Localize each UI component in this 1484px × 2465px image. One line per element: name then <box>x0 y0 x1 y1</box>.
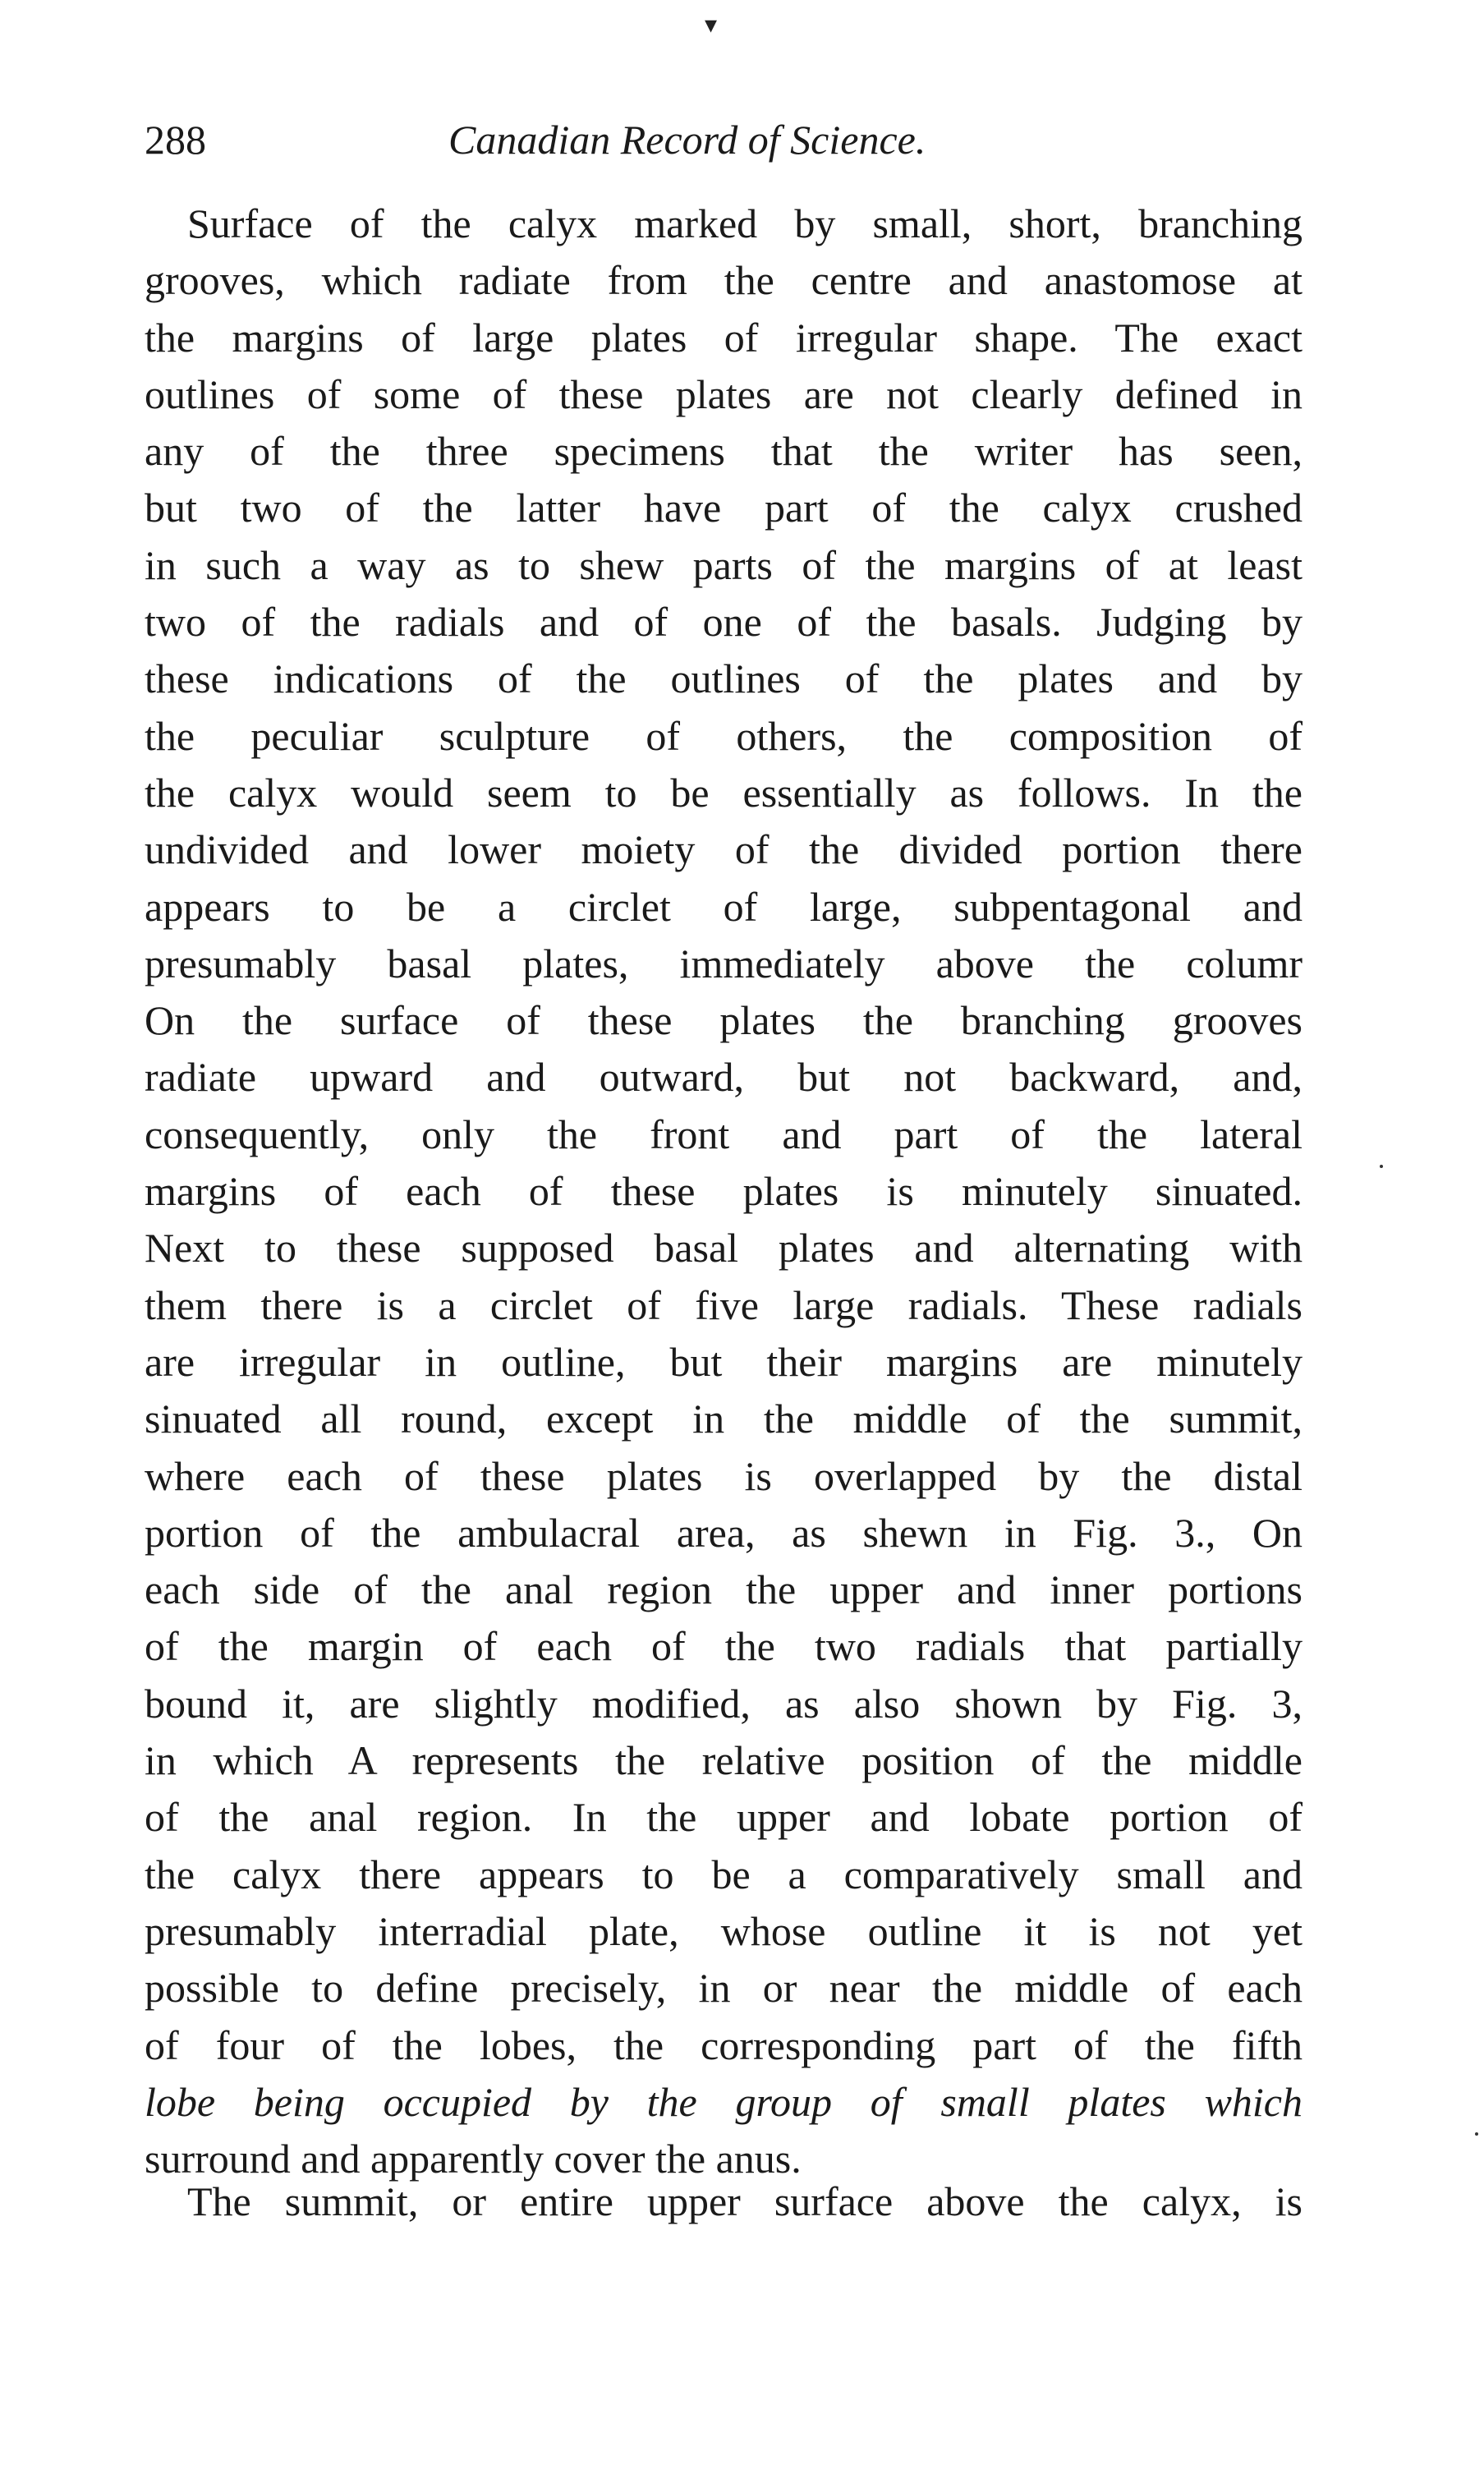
print-speck <box>1475 2132 1478 2136</box>
text-line: possible to define precisely, in or near the middle of each <box>145 1965 1303 2012</box>
text-line: of the margin of each of the two radials that partially <box>145 1623 1303 1670</box>
paragraph-2 <box>145 2173 1303 2230</box>
text-line: sinuated all round, except in the middle of the summit, <box>145 1396 1303 1442</box>
text-line: the margins of large plates of irregular shape. The exact <box>145 314 1303 361</box>
text-line: appears to be a circlet of large, subpentagonal and <box>145 883 1303 930</box>
text-line: consequently, only the front and part of the lateral <box>145 1111 1303 1157</box>
text-line: of four of the lobes, the corresponding part of the fifth <box>145 2021 1303 2068</box>
text-line: are irregular in outline, but their margins are minutely <box>145 1338 1303 1385</box>
text-line: radiate upward and outward, but not backward, and, <box>145 1054 1303 1101</box>
text-line: presumably basal plates, immediately above the columr <box>145 940 1303 986</box>
print-speck <box>1380 1165 1383 1168</box>
text-line: each side of the anal region the upper and inner portions <box>145 1566 1303 1613</box>
text-line: them there is a circlet of five large radials. These radials <box>145 1281 1303 1328</box>
text-line: portion of the ambulacral area, as shewn in Fig. 3., On <box>145 1509 1303 1556</box>
running-header <box>145 107 1294 172</box>
text-line: On the surface of these plates the branching grooves <box>145 997 1303 1044</box>
text-line: any of the three specimens that the writer has seen, <box>145 428 1303 475</box>
text-line: undivided and lower moiety of the divided portion there <box>145 826 1303 873</box>
text-line: Next to these supposed basal plates and alternating with <box>145 1225 1303 1272</box>
top-page-mark: ▾ <box>705 11 718 39</box>
text-line: bound it, are slightly modified, as also shown by Fig. 3, <box>145 1680 1303 1727</box>
text-line: Surface of the calyx marked by small, short, branching <box>187 200 1303 246</box>
text-line: grooves, which radiate from the centre and anastomose at <box>145 257 1303 304</box>
running-title: Canadian Record of Science. <box>448 117 926 163</box>
page-number: 288 <box>145 117 206 163</box>
text-line-italic: lobe being occupied by the group of small plates which <box>145 2078 1303 2125</box>
text-line: the calyx there appears to be a comparatively small and <box>145 1851 1303 1897</box>
text-line: the calyx would seem to be essentially as follows. In the <box>145 769 1303 816</box>
paragraph-1 <box>145 195 1303 2187</box>
text-line: margins of each of these plates is minutely sinuated. <box>145 1168 1303 1215</box>
text-line: outlines of some of these plates are not clearly defined in <box>145 370 1303 417</box>
text-line-final: surround and apparently cover the anus. <box>145 2136 802 2182</box>
text-line: two of the radials and of one of the basals. Judging by <box>145 599 1303 646</box>
text-line: but two of the latter have part of the calyx crushed <box>145 485 1303 531</box>
text-line: these indications of the outlines of the plates and by <box>145 655 1303 702</box>
text-line: in which A represents the relative position of the middle <box>145 1737 1303 1784</box>
text-line: the peculiar sculpture of others, the composition of <box>145 712 1303 759</box>
text-line: presumably interradial plate, whose outline it is not yet <box>145 1907 1303 1954</box>
text-line: of the anal region. In the upper and lobate portion of <box>145 1794 1303 1841</box>
text-line: The summit, or entire upper surface above the calyx, is <box>187 2178 1303 2224</box>
text-line: where each of these plates is overlapped by the distal <box>145 1452 1303 1499</box>
text-line: in such a way as to shew parts of the margins of at least <box>145 541 1303 588</box>
